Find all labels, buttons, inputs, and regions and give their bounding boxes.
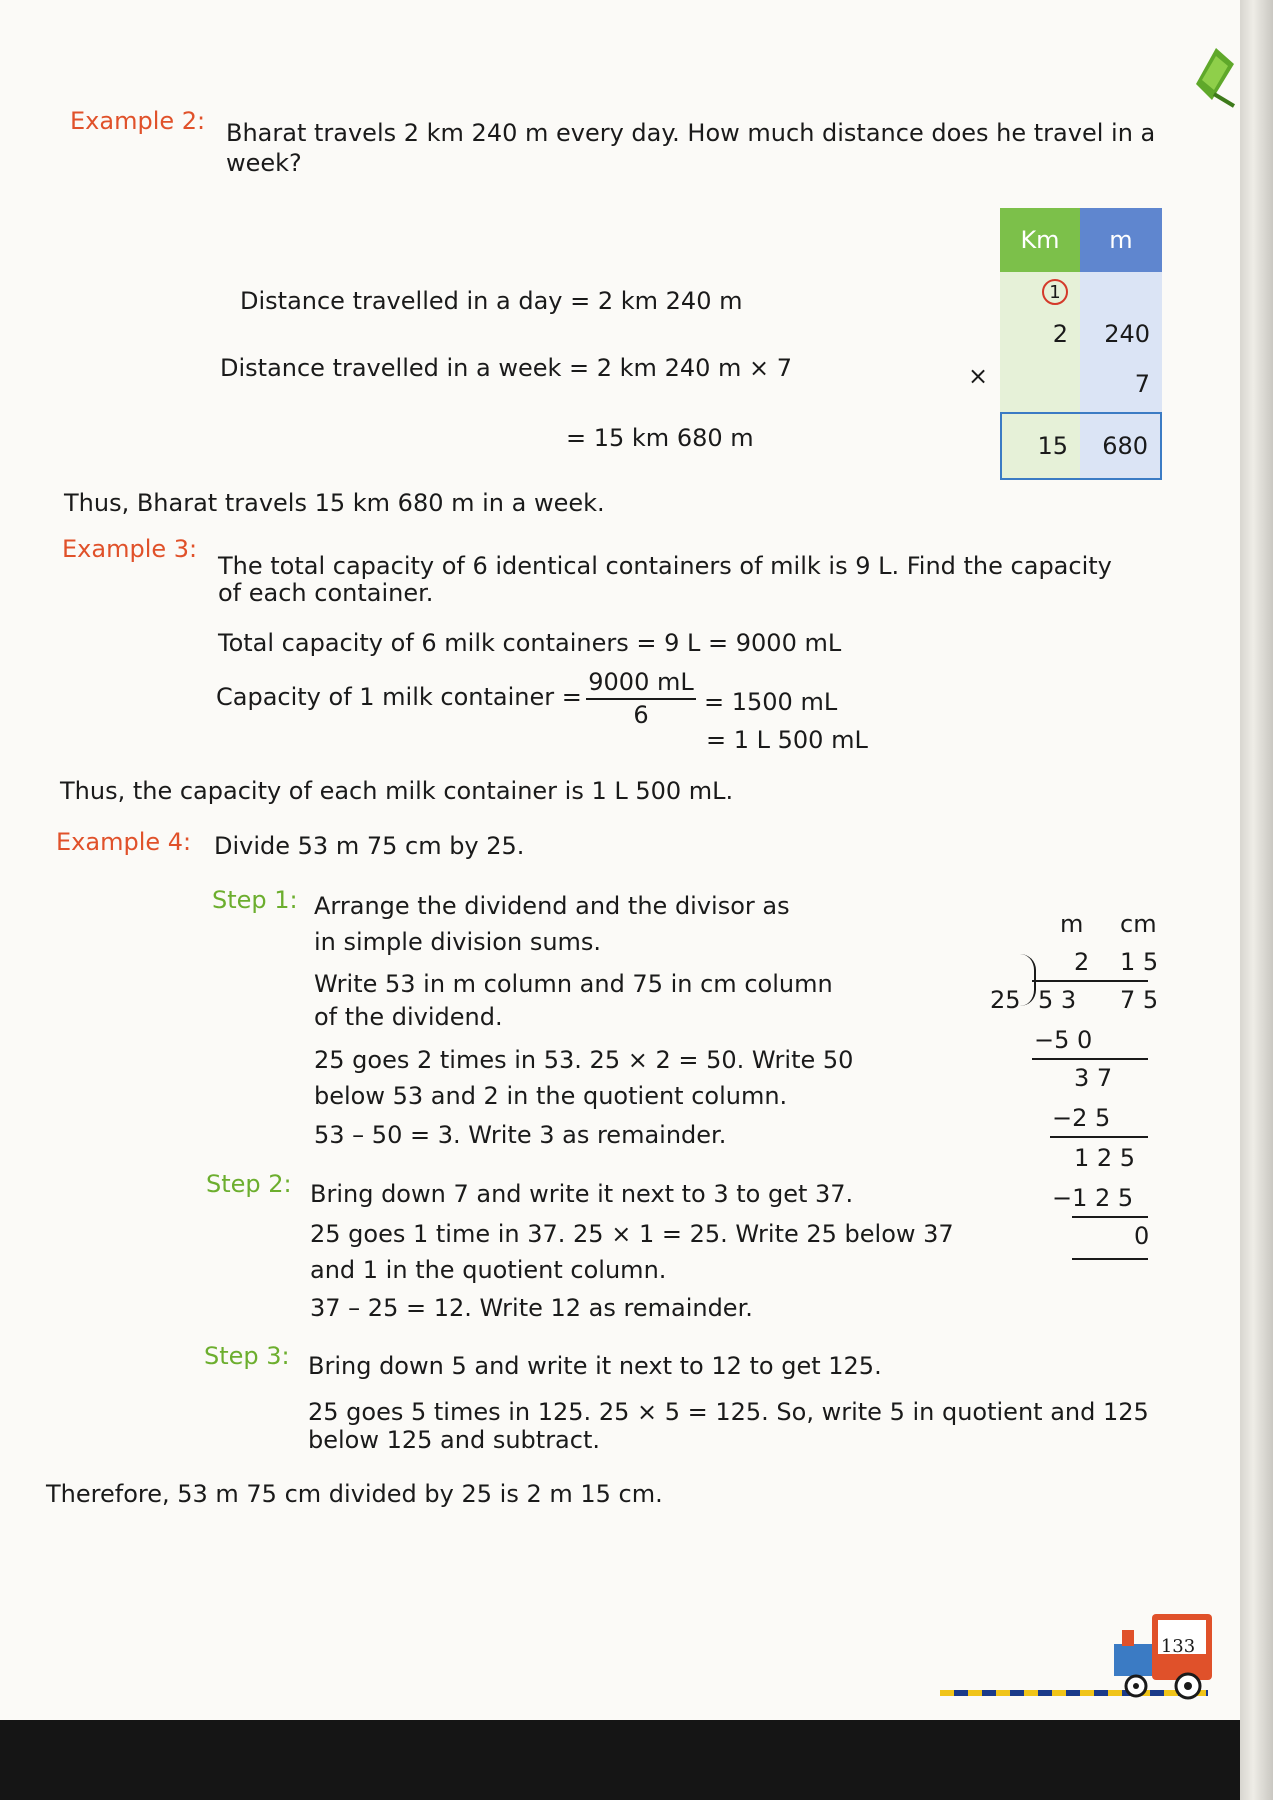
example-3-question-line2: of each container.	[218, 579, 434, 607]
fraction-numerator: 9000 mL	[586, 666, 696, 700]
page-number: 133	[1160, 1636, 1196, 1657]
step-1-line: Write 53 in m column and 75 in cm column	[314, 970, 833, 998]
step-1-label: Step 1:	[212, 886, 298, 914]
subtract-3: −1 2 5	[1052, 1184, 1134, 1212]
step-3-label: Step 3:	[204, 1342, 290, 1370]
result-row	[1000, 412, 1162, 480]
example-2-step1: Distance travelled in a day = 2 km 240 m	[240, 287, 743, 315]
dividend-m: 5 3	[1038, 986, 1077, 1014]
step-3-line: Bring down 5 and write it next to 12 to get 125.	[308, 1352, 882, 1380]
result-km: 15	[1002, 414, 1080, 478]
divisor: 25	[990, 986, 1021, 1014]
remainder-2: 1 2 5	[1074, 1144, 1136, 1172]
division-m-header: m	[1060, 910, 1084, 938]
final-remainder: 0	[1134, 1222, 1150, 1250]
step-1-line: 53 – 50 = 3. Write 3 as remainder.	[314, 1121, 727, 1149]
fraction-denominator: 6	[633, 701, 649, 729]
example-4-question: Divide 53 m 75 cm by 25.	[214, 832, 525, 860]
step-2-line: 25 goes 1 time in 37. 25 × 1 = 25. Write 25 below 37	[310, 1220, 954, 1248]
step-2-line: Bring down 7 and write it next to 3 to get 37.	[310, 1180, 854, 1208]
quotient-m: 2	[1074, 948, 1090, 976]
subtract-1: −5 0	[1034, 1026, 1093, 1054]
step-1-line: Arrange the dividend and the divisor as	[314, 892, 790, 920]
step-1-line: in simple division sums.	[314, 928, 602, 956]
m-header: m	[1080, 208, 1162, 272]
example-4-conclusion: Therefore, 53 m 75 cm divided by 25 is 2 m 15 cm.	[46, 1480, 663, 1508]
multiply-sign: ×	[968, 362, 989, 390]
quotient-cm: 1 5	[1120, 948, 1159, 976]
flag-icon	[1192, 44, 1238, 108]
example-2-conclusion: Thus, Bharat travels 15 km 680 m in a week.	[64, 489, 605, 517]
example-4-label: Example 4:	[56, 828, 192, 856]
fraction	[586, 666, 696, 730]
step-3-line: below 125 and subtract.	[308, 1426, 600, 1454]
km-header: Km	[1000, 208, 1080, 272]
example-2-question-line1: Bharat travels 2 km 240 m every day. How much distance does he travel in a	[226, 119, 1156, 147]
step-3-line: 25 goes 5 times in 125. 25 × 5 = 125. So, write 5 in quotient and 125	[308, 1398, 1149, 1426]
example-2-label: Example 2:	[70, 107, 206, 135]
example-3-conclusion: Thus, the capacity of each milk container is 1 L 500 mL.	[60, 777, 734, 805]
example-3-label: Example 3:	[62, 535, 198, 563]
step-1-line: 25 goes 2 times in 53. 25 × 2 = 50. Write 50	[314, 1046, 854, 1074]
row2-m: 7	[1080, 356, 1162, 412]
step-1-line: of the dividend.	[314, 1003, 503, 1031]
remainder-1: 3 7	[1074, 1064, 1113, 1092]
long-division	[988, 904, 1160, 1264]
step-2-line: and 1 in the quotient column.	[310, 1256, 667, 1284]
step-2-label: Step 2:	[206, 1170, 292, 1198]
result-m: 680	[1080, 414, 1160, 478]
scan-border	[0, 1720, 1240, 1800]
example-3-step2-right: = 1500 mL	[704, 688, 838, 716]
example-3-question-line1: The total capacity of 6 identical containers of milk is 9 L. Find the capacity	[218, 552, 1112, 580]
step-1-line: below 53 and 2 in the quotient column.	[314, 1082, 788, 1110]
example-2-step2: Distance travelled in a week = 2 km 240 m × 7	[220, 354, 793, 382]
row1-m: 240	[1080, 312, 1162, 356]
example-3-step1: Total capacity of 6 milk containers = 9 L = 9000 mL	[218, 629, 842, 657]
km-m-table	[1000, 208, 1162, 480]
example-3-step3: = 1 L 500 mL	[706, 726, 868, 754]
row1-km: 2	[1000, 312, 1080, 356]
example-2-question-line2: week?	[226, 149, 302, 177]
subtract-2: −2 5	[1052, 1104, 1111, 1132]
page-edge	[1240, 0, 1273, 1800]
example-3-step2-left: Capacity of 1 milk container =	[216, 683, 582, 711]
example-2-step3: = 15 km 680 m	[566, 424, 754, 452]
step-2-line: 37 – 25 = 12. Write 12 as remainder.	[310, 1294, 753, 1322]
carry-circle: 1	[1042, 279, 1068, 305]
division-cm-header: cm	[1120, 910, 1157, 938]
dividend-cm: 7 5	[1120, 986, 1159, 1014]
